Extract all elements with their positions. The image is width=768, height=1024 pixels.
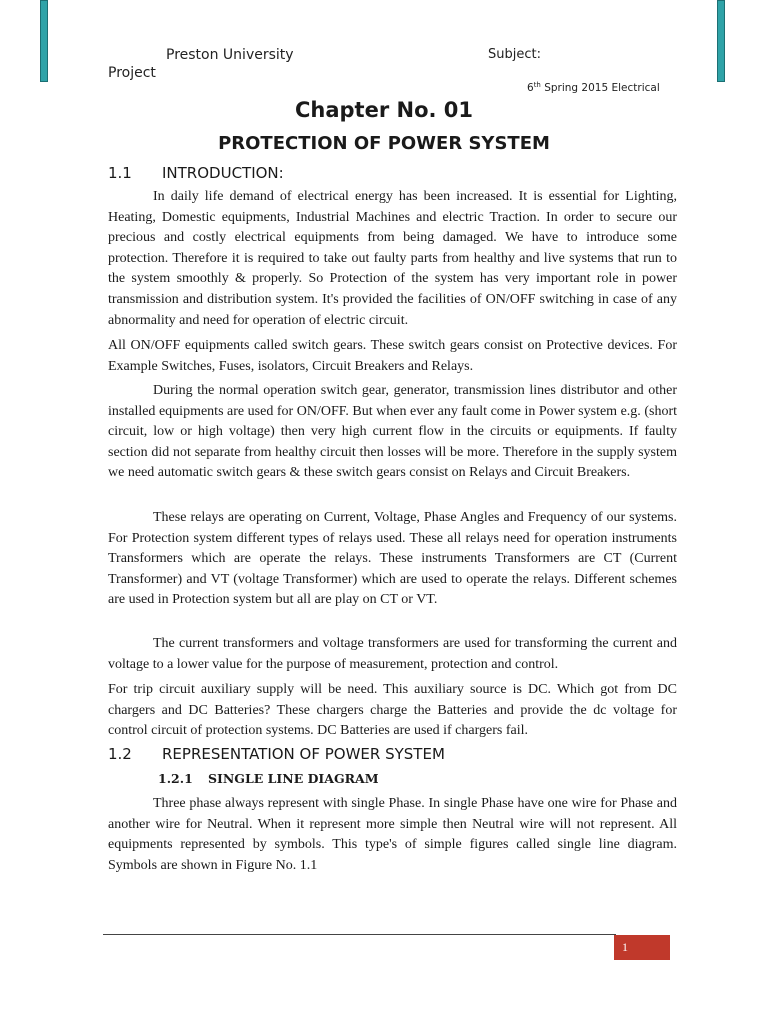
header-project: Project bbox=[108, 65, 156, 81]
paragraph-single-line-diagram: Three phase always represent with single Phase. In single Phase have one wire for Phase and another wire for Neutral. When it represent more simple then Neutral wire will not represent. All equipments represented by symbols. This type's of simple figures called single line diagram. Symbols are shown in Figure No. 1.1 bbox=[108, 796, 677, 873]
section-heading-1-2-1 bbox=[158, 771, 379, 786]
footer-divider bbox=[103, 934, 616, 935]
section-title: INTRODUCTION: bbox=[162, 164, 284, 182]
semester-number: 6 bbox=[527, 82, 534, 94]
section-number: 1.2 bbox=[108, 745, 132, 763]
left-margin-bar bbox=[40, 0, 48, 82]
semester-text: Spring 2015 Electrical bbox=[540, 82, 660, 94]
chapter-title: Chapter No. 01 bbox=[294, 98, 474, 122]
section-number: 1.1 bbox=[108, 164, 132, 182]
paragraph-normal-operation: During the normal operation switch gear, generator, transmission lines distributor and other installed equipments are used for ON/OFF. But when ever any fault come in Power system e.g. (short circuit, low or high voltage) then very high current flow in the circuits or equipments. If faulty section did not separate from healthy circuit then losses will be more. Therefore in the supply system we need automatic switch gears & these switch gears consist on Relays and Circuit Breakers. bbox=[108, 383, 677, 481]
header-subject-label: Subject: bbox=[488, 47, 541, 62]
semester-ordinal: th bbox=[533, 81, 541, 89]
paragraph-relays: These relays are operating on Current, Voltage, Phase Angles and Frequency of our systems. For Protection system different types of relays used. These all relays need for operation instruments Transformers which are operate the relays. These instruments Transformers are CT (Current Transformer) and VT (voltage Transformer) which are used to operate the relays. Different schemes are used in Protection system but all are play on CT or VT. bbox=[108, 510, 677, 608]
paragraph-intro: In daily life demand of electrical energy has been increased. It is essential for Lighting, Heating, Domestic equipments, Industrial Machines and electric Traction. In order to secure our precious and costly electrical equipments from being damaged. We have to introduce some protection. Therefore it is required to take out faulty parts from healthy and live systems that run to the system smoothly & properly. So Protection of the system has very important role in power transmission and distribution system. It's provided the facilities of ON/OFF switching in case of any abnormality and need for operation of electric circuit. bbox=[108, 189, 677, 328]
section-heading-1-2 bbox=[108, 745, 445, 763]
page-number-box: 1 bbox=[614, 935, 670, 960]
right-margin-bar bbox=[717, 0, 725, 82]
section-title: REPRESENTATION OF POWER SYSTEM bbox=[162, 745, 445, 763]
subsection-number: 1.2.1 bbox=[158, 771, 193, 786]
chapter-subtitle: PROTECTION OF POWER SYSTEM bbox=[218, 133, 550, 154]
subsection-title: SINGLE LINE DIAGRAM bbox=[208, 771, 379, 786]
header-university: Preston University bbox=[166, 47, 294, 63]
paragraph-transformers: The current transformers and voltage transformers are used for transforming the current and voltage to a lower value for the purpose of measurement, protection and control. bbox=[108, 636, 677, 672]
section-heading-1-1 bbox=[108, 164, 284, 182]
header-semester bbox=[527, 81, 660, 94]
paragraph-trip-circuit: For trip circuit auxiliary supply will be need. This auxiliary source is DC. Which got from DC chargers and DC Batteries? These chargers charge the Batteries and provide the dc voltage for control circuit of protection systems. DC Batteries are used if chargers fail. bbox=[108, 682, 677, 739]
paragraph-switch-gears: All ON/OFF equipments called switch gears. These switch gears consist on Protective devices. For Example Switches, Fuses, isolators, Circuit Breakers and Relays. bbox=[108, 338, 677, 374]
